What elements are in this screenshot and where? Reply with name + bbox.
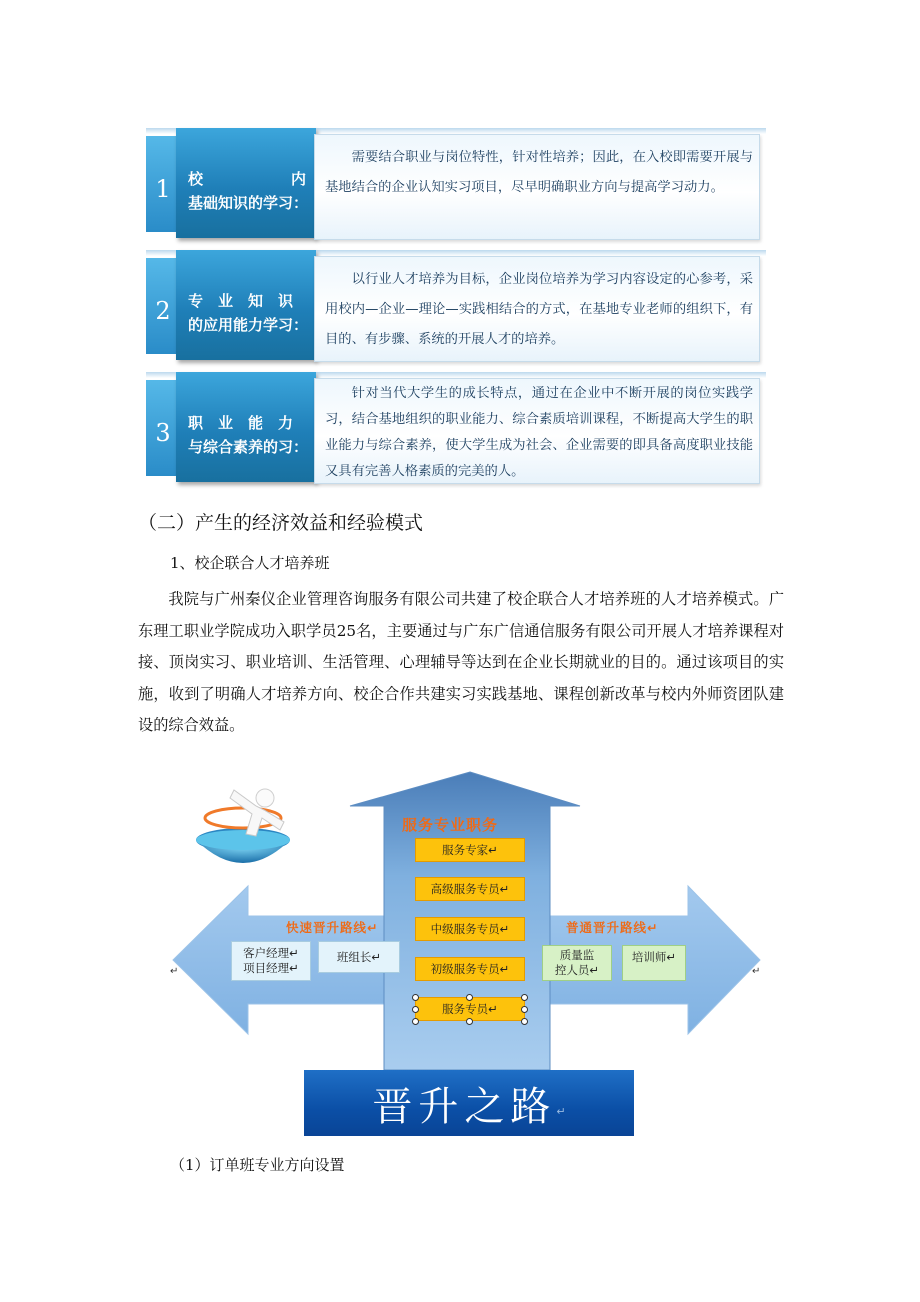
stage-title-line2: 的应用能力学习： bbox=[188, 316, 309, 334]
customer-project-manager-box: 客户经理↵ 项目经理↵ bbox=[231, 941, 311, 981]
normal-track-label: 普通晋升路线↵ bbox=[566, 920, 659, 935]
right-edge-mark: ↵ bbox=[752, 966, 761, 977]
stage-title-line2: 基础知识的学习： bbox=[188, 194, 309, 212]
left-edge-mark: ↵ bbox=[170, 966, 179, 977]
subsection-heading: 1、校企联合人才培养班 bbox=[170, 554, 330, 572]
selection-handle bbox=[466, 994, 473, 1001]
ladder-step-senior: 高级服务专员↵ bbox=[415, 877, 525, 901]
ladder-step-junior: 初级服务专员↵ bbox=[415, 957, 525, 981]
ladder-title: 服务专业职务 bbox=[402, 816, 499, 834]
stage-title-line1: 职 业 能 力 bbox=[188, 414, 294, 432]
body-paragraph: 我院与广州秦仪企业管理咨询服务有限公司共建了校企联合人才培养班的人才培养模式。广东理工职业学院成功入职学员25名，主要通过与广东广信通信服务有限公司开展人才培养课程对接、顶岗实习、职业培训、生活管理、心理辅导等达到在企业长期就业的目的。通过该项目的实施，收到了明确人才培养方向、校企合作共建实习实践基地、课程创新改革与校内外师资团队建设的综合效益。 bbox=[138, 590, 784, 734]
stage-title bbox=[176, 250, 316, 360]
figure-caption: （1）订单班专业方向设置 bbox=[170, 1156, 345, 1174]
promotion-banner: 晋升之路 ↵ bbox=[304, 1070, 634, 1136]
stage-row-1 bbox=[146, 128, 766, 240]
selection-handle bbox=[412, 994, 419, 1001]
stage-number: 2 bbox=[146, 258, 180, 354]
selection-handle bbox=[412, 1018, 419, 1025]
team-leader-box: 班组长↵ bbox=[318, 941, 400, 973]
quality-control-box: 质量监 控人员↵ bbox=[542, 945, 612, 981]
stage-title-line1: 专 业 知 识 bbox=[188, 292, 294, 310]
stage-title-line1: 校 内 bbox=[188, 170, 306, 188]
selection-handle bbox=[412, 1006, 419, 1013]
selection-handle bbox=[521, 1006, 528, 1013]
stage-number: 3 bbox=[146, 380, 180, 476]
stage-row-2 bbox=[146, 250, 766, 362]
person-on-disc-icon bbox=[196, 789, 290, 863]
ladder-step-intermediate: 中级服务专员↵ bbox=[415, 917, 525, 941]
ladder-step-entry: 服务专员↵ bbox=[415, 997, 525, 1021]
selection-handle bbox=[521, 994, 528, 1001]
stage-description: 以行业人才培养为目标，企业岗位培养为学习内容设定的心参考，采用校内—企业—理论—实践相结合的方式，在基地专业老师的组织下，有目的、有步骤、系统的开展人才的培养。 bbox=[314, 256, 760, 362]
stage-number: 1 bbox=[146, 136, 180, 232]
selection-handle bbox=[466, 1018, 473, 1025]
stage-description: 需要结合职业与岗位特性，针对性培养；因此，在入校即需要开展与基地结合的企业认知实习项目，尽早明确职业方向与提高学习动力。 bbox=[314, 134, 760, 240]
stage-title-line2: 与综合素养的习： bbox=[188, 438, 309, 456]
section-heading: （二）产生的经济效益和经验模式 bbox=[138, 512, 424, 534]
trainer-box: 培训师↵ bbox=[622, 945, 686, 981]
promotion-path-figure bbox=[168, 768, 768, 1138]
stage-title bbox=[176, 372, 316, 482]
selection-handle bbox=[521, 1018, 528, 1025]
training-stages-figure bbox=[146, 128, 766, 512]
stage-row-3 bbox=[146, 372, 766, 484]
stage-description: 针对当代大学生的成长特点，通过在企业中不断开展的岗位实践学习，结合基地组织的职业能力、综合素质培训课程，不断提高大学生的职业能力与综合素养，使大学生成为社会、企业需要的即具备高度职业技能又具有完善人格素质的完美的人。 bbox=[314, 378, 760, 484]
ladder-step-expert: 服务专家↵ bbox=[415, 838, 525, 862]
fast-track-label: 快速晋升路线↵ bbox=[286, 920, 379, 935]
stage-title bbox=[176, 128, 316, 238]
